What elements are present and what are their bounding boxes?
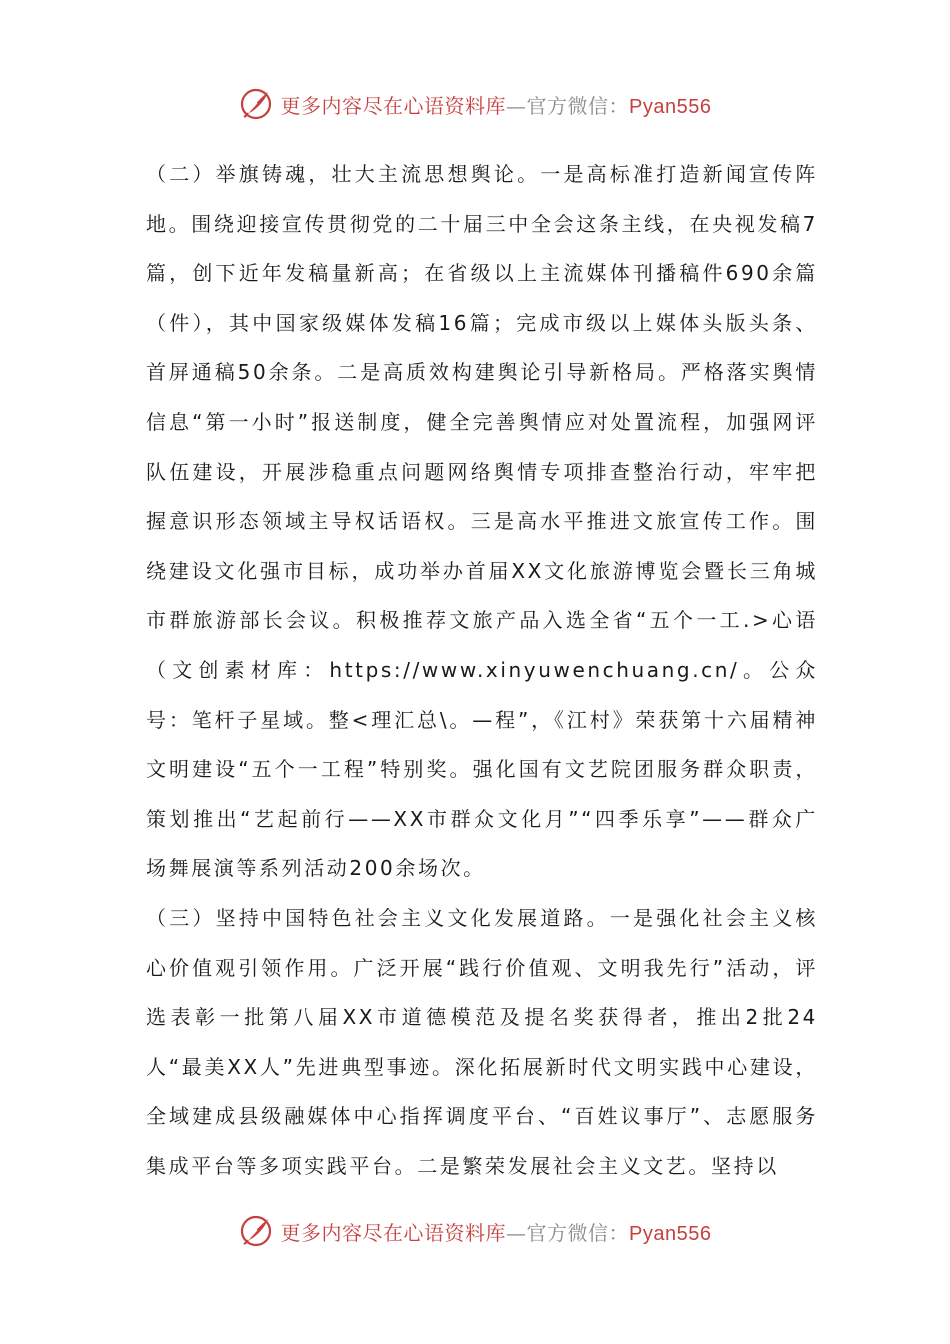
watermark-wechat-id: Pyan556 — [629, 95, 712, 118]
watermark-wechat-id: Pyan556 — [629, 1222, 712, 1245]
quill-pen-circle-icon — [239, 1214, 273, 1248]
quill-pen-circle-icon — [239, 87, 273, 121]
watermark-title: 更多内容尽在心语资料库 — [280, 1220, 507, 1245]
paragraph-section-2: （二）举旗铸魂，壮大主流思想舆论。一是高标准打造新闻宣传阵地。围绕迎接宣传贯彻党的二十届三中全会这条主线，在央视发稿7篇，创下近年发稿量新高；在省级以上主流媒体刊播稿件690余篇（件），其中国家级媒体发稿16篇；完成市级以上媒体头版头条、首屏通稿50余条。二是高质效构建舆论引导新格局。严格落实舆情信息“第一小时”报送制度，健全完善舆情应对处置流程，加强网评队伍建设，开展涉稳重点问题网络舆情专项排查整治行动，牢牢把握意识形态领域主导权话语权。三是高水平推进文旅宣传工作。围绕建设文化强市目标，成功举办首届XX文化旅游博览会暨长三角城市群旅游部长会议。积极推荐文旅产品入选全省“五个一工.>心语（文创素材库：https://www.xinyuwenchuang.cn/。公众号：笔杆子星域。整<理汇总\。—程”，《江村》荣获第十六届精神文明建设“五个一工程”特别奖。强化国有文艺院团服务群众职责，策划推出“艺起前行——XX市群众文化月”“四季乐享”——群众广场舞展演等系列活动200余场次。 — [146, 162, 818, 881]
watermark-separator: — — [506, 93, 527, 118]
footer-watermark — [0, 1211, 950, 1251]
watermark-wechat-label: 官方微信： — [526, 93, 630, 118]
watermark-text — [281, 1217, 712, 1246]
watermark-text — [281, 90, 712, 119]
paragraph-section-3: （三）坚持中国特色社会主义文化发展道路。一是强化社会主义核心价值观引领作用。广泛开展“践行价值观、文明我先行”活动，评选表彰一批第八届XX市道德模范及提名奖获得者，推出2批24人“最美XX人”先进典型事迹。深化拓展新时代文明实践中心建设，全域建成县级融媒体中心指挥调度平台、“百姓议事厅”、志愿服务集成平台等多项实践平台。二是繁荣发展社会主义文艺。坚持以 — [146, 905, 818, 1178]
watermark-wechat-label: 官方微信： — [526, 1220, 630, 1245]
document-body — [146, 150, 818, 1191]
watermark-separator: — — [506, 1220, 527, 1245]
watermark-title: 更多内容尽在心语资料库 — [280, 93, 507, 118]
header-watermark — [0, 84, 950, 124]
